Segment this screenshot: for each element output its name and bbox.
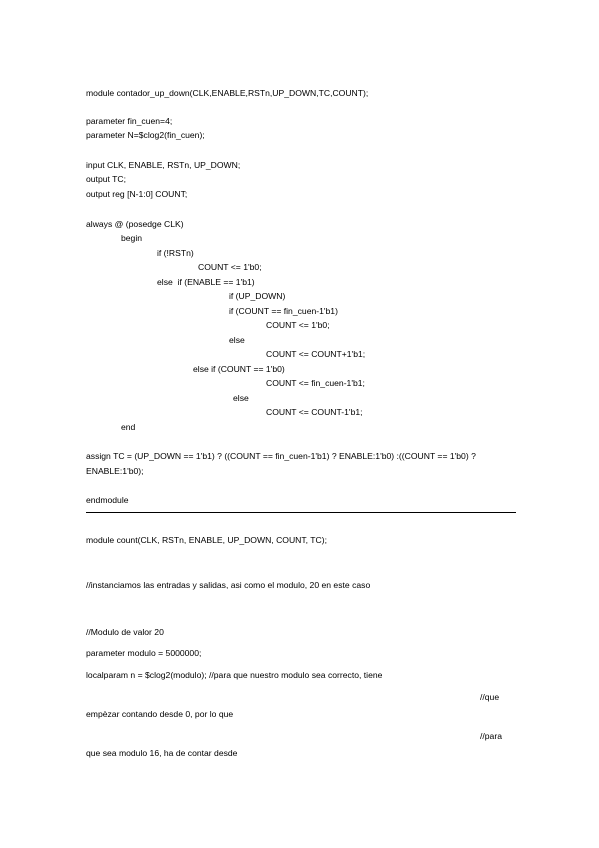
code-line-6: output reg [N-1:0] COUNT; xyxy=(86,189,188,199)
code-line-28: parameter modulo = 5000000; xyxy=(86,648,202,658)
code-line-1: module contador_up_down(CLK,ENABLE,RSTn,UP_DOWN,TC,COUNT); xyxy=(86,88,369,98)
code-line-19: else xyxy=(233,393,249,403)
code-line-18: COUNT <= fin_cuen-1'b1; xyxy=(266,378,365,388)
code-line-3: parameter N=$clog2(fin_cuen); xyxy=(86,130,205,140)
code-line-24: endmodule xyxy=(86,495,129,505)
horizontal-divider xyxy=(86,512,516,513)
code-line-25: module count(CLK, RSTn, ENABLE, UP_DOWN, COUNT, TC); xyxy=(86,535,328,545)
code-line-5: output TC; xyxy=(86,174,126,184)
code-line-32: //para xyxy=(480,731,502,741)
code-line-7: always @ (posedge CLK) xyxy=(86,219,184,229)
code-line-26: //instanciamos las entradas y salidas, asi como el modulo, 20 en este caso xyxy=(86,580,371,590)
code-line-27: //Modulo de valor 20 xyxy=(86,627,164,637)
code-line-10: COUNT <= 1'b0; xyxy=(198,262,262,272)
code-line-29: localparam n = $clog2(modulo); //para que nuestro modulo sea correcto, tiene xyxy=(86,670,383,680)
code-line-21: end xyxy=(121,422,136,432)
code-line-4: input CLK, ENABLE, RSTn, UP_DOWN; xyxy=(86,160,241,170)
code-line-15: else xyxy=(229,335,245,345)
code-line-22: assign TC = (UP_DOWN == 1'b1) ? ((COUNT == fin_cuen-1'b1) ? ENABLE:1'b0) :((COUNT == 1'b0) ? xyxy=(86,451,476,461)
code-line-14: COUNT <= 1'b0; xyxy=(266,320,330,330)
code-line-30: //que xyxy=(480,692,500,702)
code-line-8: begin xyxy=(121,233,143,243)
code-line-11: else if (ENABLE == 1'b1) xyxy=(157,277,255,287)
code-line-17: else if (COUNT == 1'b0) xyxy=(193,364,285,374)
code-line-16: COUNT <= COUNT+1'b1; xyxy=(266,349,366,359)
code-line-13: if (COUNT == fin_cuen-1'b1) xyxy=(229,306,338,316)
code-line-31: empèzar contando desde 0, por lo que xyxy=(86,709,234,719)
code-line-9: if (!RSTn) xyxy=(157,248,194,258)
code-line-12: if (UP_DOWN) xyxy=(229,291,286,301)
code-line-20: COUNT <= COUNT-1'b1; xyxy=(266,407,363,417)
code-line-33: que sea modulo 16, ha de contar desde xyxy=(86,748,238,758)
code-line-2: parameter fin_cuen=4; xyxy=(86,116,173,126)
code-line-23: ENABLE:1'b0); xyxy=(86,466,144,476)
